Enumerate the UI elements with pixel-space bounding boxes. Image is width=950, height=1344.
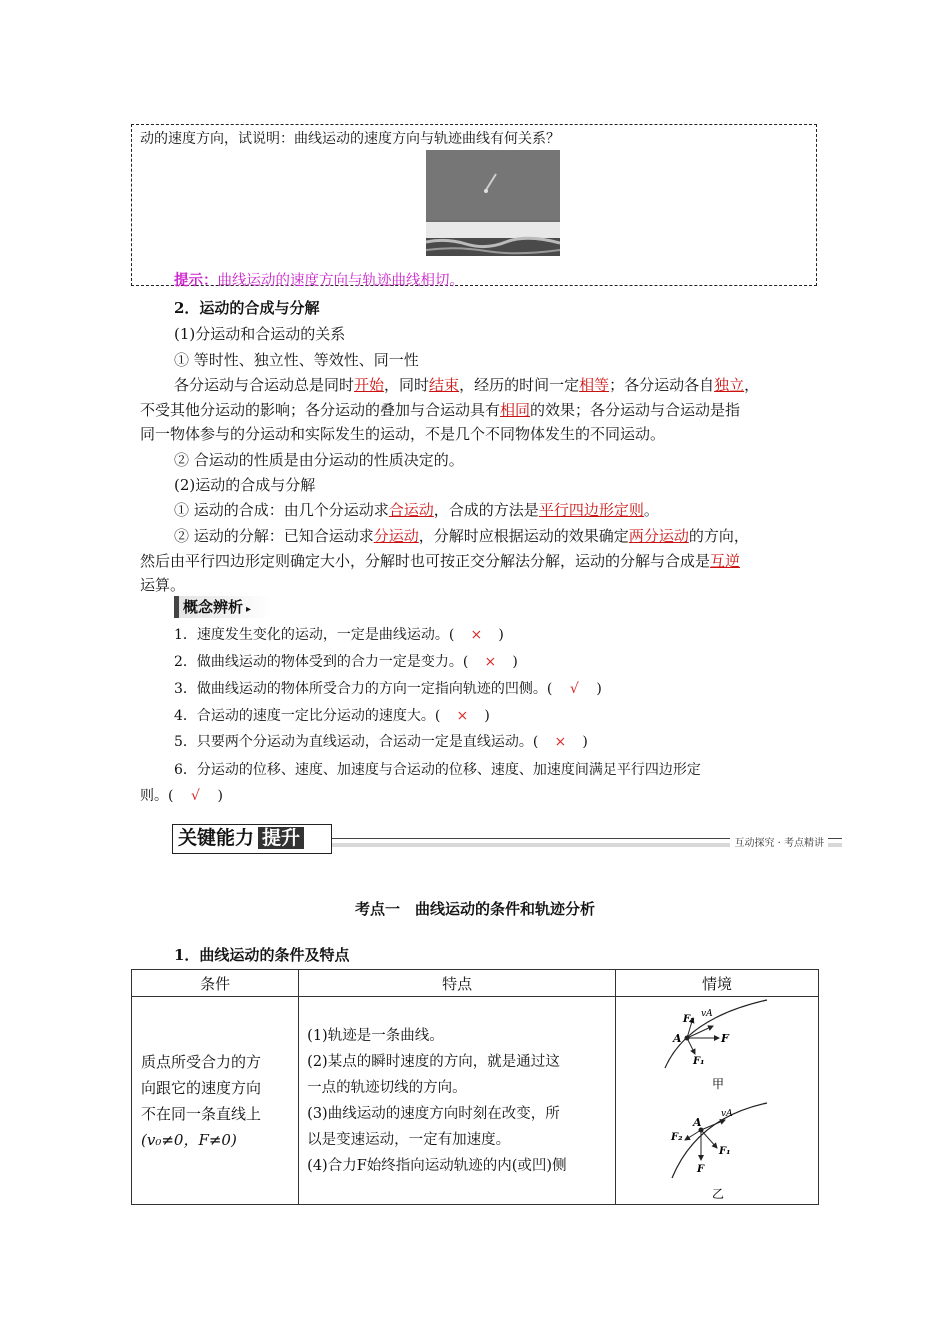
para1-line2: 不受其他分运动的影响；各分运动的叠加与合运动具有相同的效果；各分运动与合运动是指: [140, 401, 741, 419]
topic-subtitle: 1．曲线运动的条件及特点: [174, 946, 350, 964]
condition-table: [131, 969, 819, 1205]
answer-end: 结束: [429, 376, 460, 394]
banner-label-highlight: 提升: [258, 827, 304, 849]
answer-same: 相同: [500, 401, 531, 419]
banner-label: 关键能力 提升: [172, 824, 332, 854]
concept-item-3: 3．做曲线运动的物体所受合力的方向一定指向轨迹的凹侧。( √ ): [174, 681, 602, 697]
answer-decompose: 分运动: [373, 527, 419, 545]
force-diagram: [617, 998, 817, 1203]
concept-item-5: 5．只要两个分运动为直线运动，合运动一定是直线运动。( × ): [174, 734, 588, 750]
table-row: [132, 997, 819, 1205]
section2-title: 2．运动的合成与分解: [174, 299, 320, 317]
concept-item-6-line2: 则。( √ ): [140, 788, 223, 804]
answer-composite: 合运动: [388, 501, 434, 519]
concept-item-6-line1: 6．分运动的位移、速度、加速度与合运动的位移、速度、加速度间满足平行四边形定: [174, 762, 701, 778]
section-banner: [172, 824, 842, 854]
figure-jia-label: 甲: [712, 1077, 725, 1091]
scene-cell: [616, 997, 819, 1205]
svg-text:F: F: [697, 1164, 705, 1175]
flag-icon: ▸: [246, 604, 252, 615]
hint: [174, 269, 464, 290]
composition-line: ① 运动的合成：由几个分运动求合运动，合成的方法是平行四边形定则。: [174, 501, 659, 519]
wrong-mark: ×: [554, 734, 567, 750]
svg-text:F₂: F₂: [683, 1014, 695, 1025]
wrong-mark: ×: [470, 627, 483, 643]
answer-two: 两分运动: [628, 527, 689, 545]
header-scene: 情境: [616, 970, 819, 997]
decomposition-line3: 运算。: [140, 576, 186, 594]
table-header-row: [132, 970, 819, 997]
section2-item2: ② 合运动的性质是由分运动的性质决定的。: [174, 451, 464, 469]
answer-equal: 相等: [579, 376, 610, 394]
concept-item-2: 2．做曲线运动的物体受到的合力一定是变力。( × ): [174, 654, 518, 670]
answer-inverse: 互逆: [710, 552, 741, 570]
svg-text:F₁: F₁: [693, 1056, 705, 1067]
header-condition: 条件: [132, 970, 299, 997]
section2-item1: ① 等时性、独立性、等效性、同一性: [174, 351, 419, 369]
right-mark: √: [569, 681, 579, 697]
answer-start: 开始: [354, 376, 385, 394]
header-feature: 特点: [299, 970, 616, 997]
right-mark: √: [191, 788, 200, 804]
section2-sub1: (1)分运动和合运动的关系: [174, 325, 346, 343]
concept-heading: 概念辨析 ▸: [174, 596, 271, 618]
wrong-mark: ×: [456, 708, 469, 724]
condition-cell: 质点所受合力的方 向跟它的速度方向 不在同一条直线上 (v₀≠0，F≠0): [132, 997, 299, 1205]
svg-text:F: F: [721, 1032, 729, 1045]
svg-text:vA: vA: [701, 1009, 713, 1019]
hint-label: 提示：: [174, 272, 218, 289]
svg-text:F₁: F₁: [719, 1146, 731, 1157]
para1-line1: 各分运动与合运动总是同时开始，同时结束，经历的时间一定相等；各分运动各自独立，: [174, 376, 760, 394]
decomposition-line2: 然后由平行四边形定则确定大小，分解时也可按正交分解法分解，运动的分解与合成是互逆: [140, 552, 741, 570]
photo-image: [426, 150, 560, 256]
svg-text:F₂: F₂: [671, 1132, 683, 1143]
para1-line3: 同一物体参与的分运动和实际发生的运动，不是几个不同物体发生的不同运动。: [140, 425, 666, 443]
banner-right-text: 互动探究 · 考点精讲: [730, 834, 828, 849]
topic-title: 考点一 曲线运动的条件和轨迹分析: [354, 900, 595, 918]
wrong-mark: ×: [484, 654, 497, 670]
answer-rule: 平行四边形定则: [538, 501, 644, 519]
section2-sub2: (2)运动的合成与分解: [174, 476, 316, 494]
answer-independent: 独立: [714, 376, 745, 394]
hint-text: 曲线运动的速度方向与轨迹曲线相切。: [217, 273, 464, 289]
decomposition-line1: ② 运动的分解：已知合运动求分运动，分解时应根据运动的效果确定两分运动的方向，: [174, 527, 749, 545]
question-text: 动的速度方向，试说明：曲线运动的速度方向与轨迹曲线有何关系？: [140, 131, 560, 147]
concept-item-4: 4．合运动的速度一定比分运动的速度大。( × ): [174, 708, 490, 724]
svg-text:A: A: [673, 1032, 682, 1045]
concept-item-1: 1．速度发生变化的运动，一定是曲线运动。( × ): [174, 627, 504, 643]
svg-text:vA: vA: [721, 1109, 733, 1119]
figure-yi-label: 乙: [712, 1187, 725, 1201]
feature-cell: (1)轨迹是一条曲线。 (2)某点的瞬时速度的方向，就是通过这 一点的轨迹切线的方向。 (3)曲线运动的速度方向时刻在改变，所 以是变速运动，一定有加速度。 (4)合力F始终指向运动轨迹的内(或凹)侧: [299, 997, 616, 1205]
svg-text:A: A: [693, 1116, 702, 1129]
